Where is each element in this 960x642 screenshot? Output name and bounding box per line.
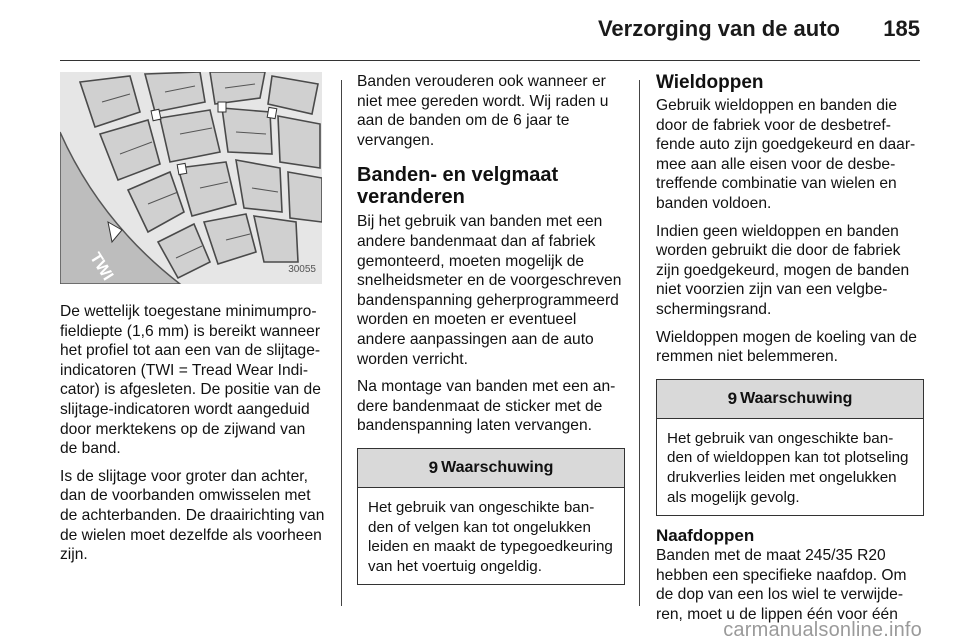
column-middle — [357, 72, 625, 595]
page-number: 185 — [883, 16, 920, 41]
twi-sidewall-label: TWI — [86, 249, 117, 284]
subsection-heading: Naafdoppen — [656, 526, 755, 546]
page-header — [0, 0, 960, 60]
paragraph: Banden verouderen ook wanneer er niet mee gereden wordt. Wij raden u aan de banden om de 6 jaar te vervangen. — [357, 73, 609, 149]
paragraph: Is de slijtage voor groter dan achter, dan de voorbanden omwisselen met de achterbanden. De draairichting van de wielen moet dezelfde als voorheen zijn. — [60, 467, 325, 564]
paragraph: Indien geen wieldoppen en banden worden gebruikt die door de fabriek zijn goedgekeurd, mogen de banden niet voorzien zijn van een velgbeschermingsrand. — [656, 222, 910, 318]
warning-text: Het gebruik van ongeschikte banden of velgen kan tot ongelukken leiden en maakt de typegoedkeuring van het voertuig ongeldig. — [368, 498, 613, 575]
tire-tread-illustration — [60, 72, 322, 284]
warning-box — [357, 448, 625, 585]
warning-title: Waarschuwing — [441, 459, 554, 477]
header-rule — [60, 60, 920, 61]
paragraph: Na montage van banden met een andere bandenmaat de sticker met de bandenspanning laten vervangen. — [357, 378, 616, 435]
warning-title: Waarschuwing — [740, 389, 853, 407]
warning-icon: 9 — [727, 388, 738, 408]
warning-text: Het gebruik van ongeschikte banden of wieldoppen kan tot plotseling drukverlies leiden met ongelukken als mogelijk gevolg. — [667, 429, 909, 506]
paragraph: Banden met de maat 245/35 R20 hebben een specifieke naafdop. Om de dop van een los wiel te verwijderen, moet u de lippen één voor één — [656, 547, 907, 623]
warning-header — [358, 449, 624, 488]
column-divider-2 — [639, 80, 640, 606]
column-divider-1 — [341, 80, 342, 606]
tire-tread-drawing — [60, 72, 322, 284]
warning-box — [656, 379, 924, 516]
paragraph: Wieldoppen mogen de koeling van de remmen niet belemmeren. — [656, 328, 917, 366]
column-left — [60, 72, 325, 573]
paragraph: De wettelijk toegestane minimumprofieldiepte (1,6 mm) is bereikt wanneer het profiel tot aan een van de slijtage-indicatoren (TWI = Tread Wear Indicator) is afgesleten. De positie van de slijtage-indicatoren wordt aangeduid door merktekens op de zijwand van de band. — [60, 303, 321, 458]
section-heading: Banden- en velgmaat veranderen — [357, 164, 559, 209]
paragraph: Bij het gebruik van banden met een andere bandenmaat dan af fabriek gemonteerd, moeten mogelijk de snelheidsmeter en de voorgeschreven bandenspanning geherprogrammeerd worden en moeten er eventueel andere aanpassingen aan de auto worden verricht. — [357, 213, 622, 368]
paragraph: Gebruik wieldoppen en banden die door de fabriek voor de desbetreffende auto zijn goedgekeurd en daarmee aan alle eisen voor de desbetreffende combinatie van wielen en banden voldoen. — [656, 97, 916, 212]
figure-code: 30055 — [288, 264, 316, 276]
warning-icon: 9 — [428, 458, 439, 478]
watermark: carmanualsonline.info — [723, 619, 922, 641]
section-heading: Wieldoppen — [656, 72, 764, 93]
column-right — [656, 72, 924, 632]
section-title: Verzorging van de auto — [597, 16, 840, 41]
warning-header — [657, 380, 923, 419]
